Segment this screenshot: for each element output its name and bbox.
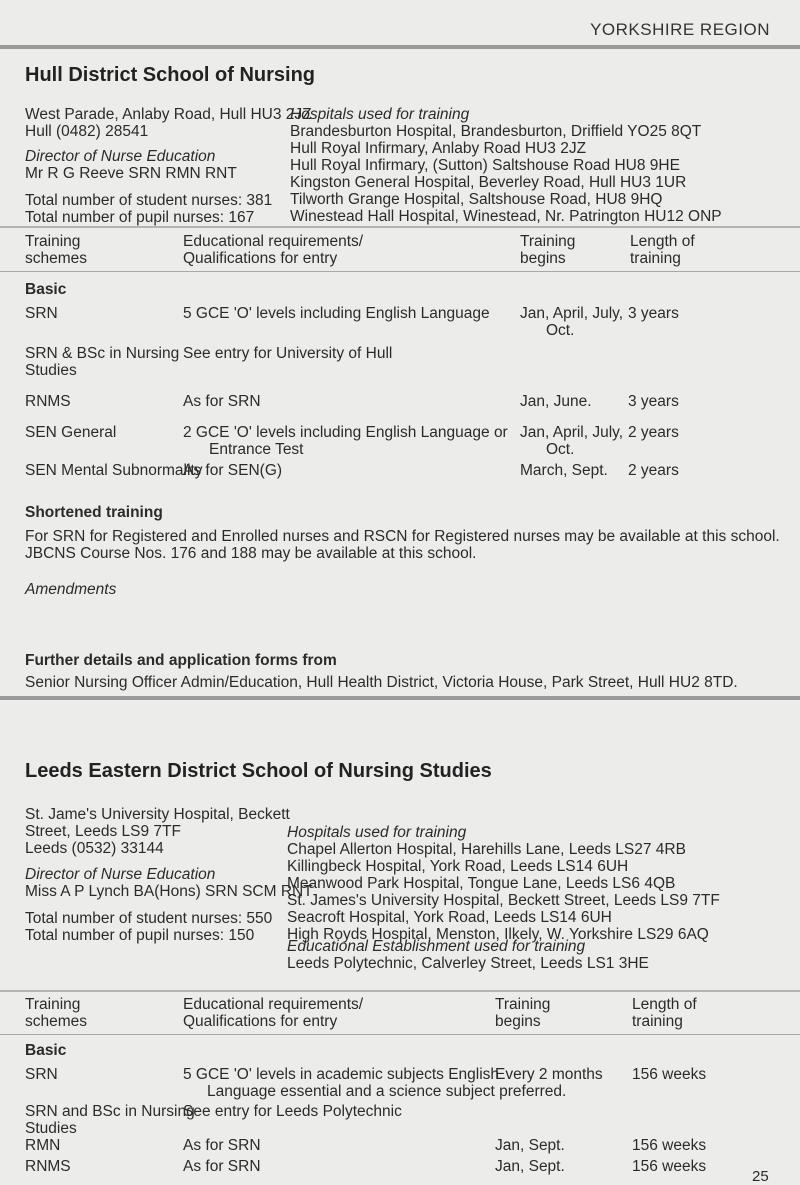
hull-hospitals-label: Hospitals used for training bbox=[290, 106, 470, 123]
row-scheme: RNMS bbox=[25, 1158, 71, 1175]
header-text: Educational requirements/ bbox=[183, 233, 364, 250]
hull-pupil-total: Total number of pupil nurses: 167 bbox=[25, 209, 255, 226]
leeds-establishment-name: Leeds Polytechnic, Calverley Street, Leeds LS1 3HE bbox=[287, 955, 649, 972]
hull-shortened-text bbox=[25, 528, 780, 562]
row-requirements bbox=[183, 1158, 261, 1175]
hull-address-line-2: Hull (0482) 28541 bbox=[25, 123, 149, 140]
hull-amendments-label: Amendments bbox=[25, 581, 117, 598]
row-scheme: SRN & BSc in Nursing bbox=[25, 345, 180, 362]
begins-text: Jan, April, July, bbox=[520, 305, 624, 322]
leeds-hospital: Killingbeck Hospital, York Road, Leeds LS14 6UH bbox=[287, 858, 629, 875]
hull-totals bbox=[25, 192, 272, 226]
region-heading: YORKSHIRE REGION bbox=[590, 20, 770, 39]
hull-shortened-label: Shortened training bbox=[25, 504, 163, 521]
shortened-line: JBCNS Course Nos. 176 and 188 may be available at this school. bbox=[25, 545, 477, 562]
requirement-text: As for SRN bbox=[183, 1137, 261, 1154]
leeds-director-name: Miss A P Lynch BA(Hons) SRN SCM RNT bbox=[25, 883, 313, 900]
table-row bbox=[25, 462, 202, 479]
leeds-header-rule bbox=[0, 1034, 800, 1035]
row-begins bbox=[495, 1066, 603, 1083]
hull-hospital: Hull Royal Infirmary, Anlaby Road HU3 2JZ bbox=[290, 140, 587, 157]
leeds-address-line-1: St. Jame's University Hospital, Beckett bbox=[25, 806, 290, 823]
leeds-school-title: Leeds Eastern District School of Nursing Studies bbox=[25, 760, 492, 782]
requirement-text: See entry for Leeds Polytechnic bbox=[183, 1103, 402, 1120]
header-text: training bbox=[632, 1013, 683, 1030]
header-text: schemes bbox=[25, 250, 88, 267]
leeds-address-line-2: Street, Leeds LS9 7TF bbox=[25, 823, 181, 840]
leeds-hospital: St. James's University Hospital, Beckett Street, Leeds LS9 7TF bbox=[287, 892, 720, 909]
begins-text: Every 2 months bbox=[495, 1066, 603, 1083]
hull-header-requirements bbox=[183, 233, 363, 267]
hull-school-title: Hull District School of Nursing bbox=[25, 64, 316, 86]
header-text: Training bbox=[25, 996, 81, 1013]
leeds-director-label: Director of Nurse Education bbox=[25, 866, 216, 883]
leeds-hospital: Seacroft Hospital, York Road, Leeds LS14 6UH bbox=[287, 909, 612, 926]
hull-hospital: Hull Royal Infirmary, (Sutton) Saltshouse Road HU8 9HE bbox=[290, 157, 680, 174]
hull-further-text: Senior Nursing Officer Admin/Education, Hull Health District, Victoria House, Park Street, Hull HU2 8TD. bbox=[25, 674, 738, 691]
begins-text: Jan, April, July, bbox=[520, 424, 624, 441]
hull-director-label: Director of Nurse Education bbox=[25, 148, 216, 165]
leeds-hospitals bbox=[287, 824, 720, 943]
header-text: Educational requirements/ bbox=[183, 996, 364, 1013]
leeds-director bbox=[25, 866, 313, 900]
row-length: 2 years bbox=[628, 424, 679, 441]
header-text: begins bbox=[520, 250, 566, 267]
row-requirements bbox=[183, 345, 392, 362]
row-scheme: SRN and BSc in Nursing bbox=[25, 1103, 195, 1120]
row-scheme: Studies bbox=[25, 362, 77, 379]
row-length: 156 weeks bbox=[632, 1066, 707, 1083]
hull-hospital: Tilworth Grange Hospital, Saltshouse Road, HU8 9HQ bbox=[290, 191, 663, 208]
row-length: 3 years bbox=[628, 393, 679, 410]
row-begins bbox=[520, 462, 608, 479]
row-length: 156 weeks bbox=[632, 1158, 707, 1175]
header-text: training bbox=[630, 250, 681, 267]
requirement-text: As for SRN bbox=[183, 1158, 261, 1175]
row-scheme: SRN bbox=[25, 1066, 58, 1083]
row-scheme: SEN Mental Subnormality bbox=[25, 462, 203, 479]
row-length: 3 years bbox=[628, 305, 679, 322]
shortened-line: For SRN for Registered and Enrolled nurses and RSCN for Registered nurses may be available at this school. bbox=[25, 528, 780, 545]
leeds-hospital: Meanwood Park Hospital, Tongue Lane, Leeds LS6 4QB bbox=[287, 875, 676, 892]
row-length: 156 weeks bbox=[632, 1137, 707, 1154]
hull-hospital: Brandesburton Hospital, Brandesburton, Driffield YO25 8QT bbox=[290, 123, 702, 140]
table-row bbox=[25, 345, 179, 379]
table-row bbox=[25, 1103, 195, 1137]
hull-header-length bbox=[630, 233, 695, 267]
leeds-hospital: Chapel Allerton Hospital, Harehills Lane, Leeds LS27 4RB bbox=[287, 841, 686, 858]
header-text: Training bbox=[25, 233, 81, 250]
row-begins bbox=[520, 305, 623, 339]
leeds-pupil-total: Total number of pupil nurses: 150 bbox=[25, 927, 255, 944]
requirement-text: As for SRN bbox=[183, 393, 261, 410]
header-text: Qualifications for entry bbox=[183, 250, 338, 267]
header-text: Qualifications for entry bbox=[183, 1013, 338, 1030]
begins-text: Jan, June. bbox=[520, 393, 592, 410]
row-begins bbox=[520, 424, 623, 458]
header-text: Length of bbox=[630, 233, 695, 250]
begins-text: Oct. bbox=[546, 441, 575, 458]
hull-address-line-1: West Parade, Anlaby Road, Hull HU3 2JZ bbox=[25, 106, 312, 123]
hull-student-total: Total number of student nurses: 381 bbox=[25, 192, 273, 209]
hull-further-label: Further details and application forms from bbox=[25, 652, 337, 669]
table-row bbox=[25, 1158, 71, 1175]
row-scheme: SEN General bbox=[25, 424, 117, 441]
leeds-address bbox=[25, 806, 290, 857]
requirement-text: Entrance Test bbox=[209, 441, 304, 458]
row-begins bbox=[495, 1158, 565, 1175]
leeds-header-length bbox=[632, 996, 697, 1030]
table-row bbox=[25, 393, 71, 410]
row-begins bbox=[520, 393, 592, 410]
hull-header-schemes bbox=[25, 233, 87, 267]
begins-text: March, Sept. bbox=[520, 462, 608, 479]
leeds-address-line-3: Leeds (0532) 33144 bbox=[25, 840, 164, 857]
leeds-header-schemes bbox=[25, 996, 87, 1030]
hull-header-begins bbox=[520, 233, 575, 267]
hull-director bbox=[25, 148, 237, 182]
begins-text: Jan, Sept. bbox=[495, 1158, 565, 1175]
row-requirements bbox=[183, 462, 282, 479]
requirement-text: 2 GCE 'O' levels including English Language or bbox=[183, 424, 508, 441]
leeds-hospital: High Royds Hospital, Menston, Ilkely, W. Yorkshire LS29 6AQ bbox=[287, 926, 709, 943]
leeds-establishment-label: Educational Establishment used for training bbox=[287, 938, 586, 955]
begins-text: Oct. bbox=[546, 322, 575, 339]
hull-hospital: Kingston General Hospital, Beverley Road, Hull HU3 1UR bbox=[290, 174, 687, 191]
leeds-student-total: Total number of student nurses: 550 bbox=[25, 910, 273, 927]
header-text: Length of bbox=[632, 996, 697, 1013]
leeds-hospitals-label: Hospitals used for training bbox=[287, 824, 467, 841]
requirement-text: See entry for University of Hull bbox=[183, 345, 393, 362]
leeds-header-begins bbox=[495, 996, 550, 1030]
row-begins bbox=[495, 1137, 565, 1154]
hull-hospitals bbox=[290, 106, 722, 225]
header-rule bbox=[0, 45, 800, 49]
header-text: schemes bbox=[25, 1013, 88, 1030]
leeds-table-top-rule bbox=[0, 990, 800, 992]
header-text: begins bbox=[495, 1013, 541, 1030]
table-row bbox=[25, 1066, 58, 1083]
row-requirements bbox=[183, 393, 261, 410]
table-row bbox=[25, 305, 58, 322]
hull-section-end-rule bbox=[0, 696, 800, 700]
row-scheme: RMN bbox=[25, 1137, 61, 1154]
leeds-basic-label: Basic bbox=[25, 1042, 67, 1059]
requirement-text: As for SEN(G) bbox=[183, 462, 283, 479]
row-requirements bbox=[183, 424, 508, 458]
requirement-text: 5 GCE 'O' levels including English Language bbox=[183, 305, 490, 322]
requirement-text: 5 GCE 'O' levels in academic subjects English bbox=[183, 1066, 500, 1083]
row-scheme: RNMS bbox=[25, 393, 71, 410]
row-requirements bbox=[183, 1103, 402, 1120]
hull-hospital: Winestead Hall Hospital, Winestead, Nr. Patrington HU12 ONP bbox=[290, 208, 722, 225]
leeds-header-requirements bbox=[183, 996, 363, 1030]
header-text: Training bbox=[495, 996, 551, 1013]
hull-basic-label: Basic bbox=[25, 281, 67, 298]
hull-header-rule bbox=[0, 271, 800, 272]
table-row bbox=[25, 424, 116, 441]
hull-director-name: Mr R G Reeve SRN RMN RNT bbox=[25, 165, 237, 182]
table-row bbox=[25, 1137, 60, 1154]
row-scheme: SRN bbox=[25, 305, 58, 322]
row-requirements bbox=[183, 305, 490, 322]
page-number: 25 bbox=[752, 1168, 769, 1185]
header-text: Training bbox=[520, 233, 576, 250]
row-scheme: Studies bbox=[25, 1120, 77, 1137]
hull-address bbox=[25, 106, 312, 140]
hull-table-top-rule bbox=[0, 226, 800, 228]
row-requirements bbox=[183, 1137, 261, 1154]
leeds-totals bbox=[25, 910, 272, 944]
begins-text: Jan, Sept. bbox=[495, 1137, 565, 1154]
leeds-establishment bbox=[287, 938, 649, 972]
requirement-text: Language essential and a science subject preferred. bbox=[207, 1083, 567, 1100]
row-length: 2 years bbox=[628, 462, 679, 479]
